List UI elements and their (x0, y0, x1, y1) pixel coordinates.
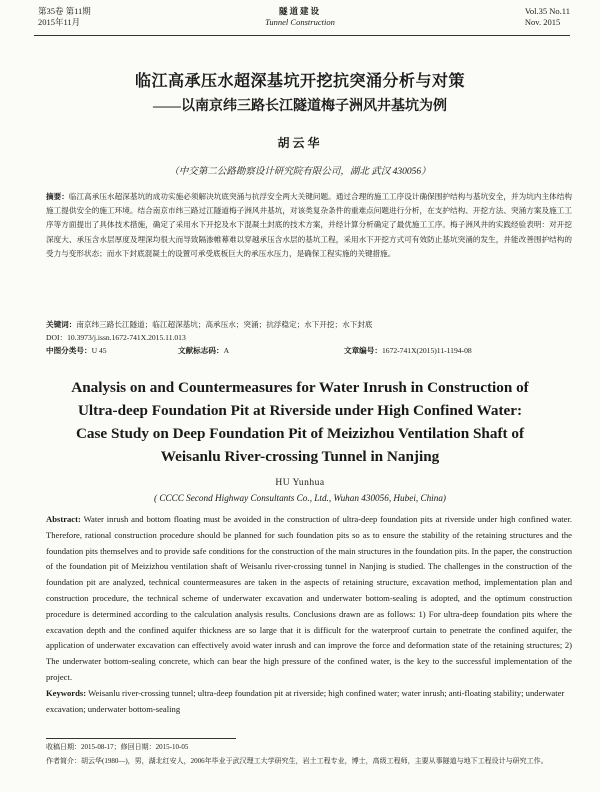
volume-issue-cn: 第35卷 第11期 (38, 6, 91, 16)
header-divider (34, 35, 570, 36)
paper-title-en-line2: Ultra-deep Foundation Pit at Riverside under High Confined Water: (77, 402, 523, 419)
clc-label: 中图分类号： (46, 346, 92, 355)
document-code (178, 345, 229, 357)
keywords-label-cn: 关键词： (46, 320, 77, 329)
affiliation-cn: （中交第二公路勘察设计研究院有限公司，湖北 武汉 430056） (169, 167, 431, 177)
keywords-en (46, 686, 572, 718)
article-number-value: 1672-741X(2015)11-1194-08 (381, 346, 472, 355)
paper-title-en-line4: Weisanlu River-crossing Tunnel in Nanjing (160, 448, 440, 465)
running-header-right (525, 6, 570, 28)
clc-value: U 45 (91, 346, 107, 355)
date-en: Nov. 2015 (524, 17, 561, 27)
running-header-center (0, 6, 600, 28)
abstract-en (46, 512, 572, 686)
doi: DOI：10.3973/j.issn.1672-741X.2015.11.013 (46, 333, 186, 342)
article-number (344, 345, 472, 357)
abstract-label-cn: 摘要： (46, 192, 69, 201)
paper-title-cn: 临江高承压水超深基坑开挖抗突涌分析与对策 (134, 73, 465, 90)
document-code-label: 文献标志码： (178, 346, 224, 355)
abstract-text-en: Water inrush and bottom floating must be avoided in the construction of ultra-deep foundation pits at riverside under high confined water. Therefore, rational construction procedure should be planned for such foundation pits so as to ensure the stability of the retaining structures and the foundation pits themselves and to provide safe conditions for the construction of the main structures in the foundation pits. In the paper, the construction of the foundation pit of Meizizhou ventilation shaft of Weisanlu river-crossing tunnel in Nanjing is studied. The challenges in the construction of the foundation pit are analyzed, technical countermeasures are taken in the aspects of retaining structure, excavation method, implementation plan and construction procedure, the technical scheme of underwater excavation and underwater bottom-sealing is adopted, and the optimum construction procedure is determined according to the calculation analysis results. Conclusions drawn are as follows: 1) For ultra-deep foundation pits where the excavation depth and the confined aquifer thickness are so large that it is difficult for the waterproof curtain to penetrate the confined aquifer, the application of underwater excavation can effectively avoid water inrush and can improve the force and deformation state of the retaining structures; 2) The underwater bottom-sealing concrete, which can bear the high pressure of the confined water, is the key to the successful implementation of the project. (46, 514, 573, 682)
article-number-label: 文章编号： (344, 346, 382, 355)
document-code-value: A (223, 346, 230, 355)
abstract-label-en: Abstract: (46, 514, 81, 524)
keywords-text-cn: 南京纬三路长江隧道；临江超深基坑；高承压水；突涌；抗浮稳定；水下开挖；水下封底 (76, 320, 373, 329)
abstract-text-cn: 临江高承压水超深基坑的成功实施必须解决坑底突涌与抗浮安全两大关键问题。通过合理的施工工序设计确保围护结构与基坑安全，并为坑内主体结构施工提供安全的施工环境。结合南京市纬三路过江隧道梅子洲风井基坑，对该类复杂条件的重难点问题进行分析，在支护结构、开挖方法、突涌方案及施工工序等方面提出了具体技术措施，确定了采用水下开挖及水下混凝土封底的技术方案，并经计算分析确定了最优施工工序。梅子洲风井的实践经验表明：对开挖深度大、承压含水层厚度及埋深均很大而导致隔渗帷幕难以穿越承压含水层的基坑工程，采用水下开挖方式可有效防止基坑突涌的发生，并能改善围护结构的受力与变形状态；而水下封底混凝土的设置可承受底板巨大的承压水压力，是确保工程实施的关键措施。 (46, 192, 572, 258)
abstract-cn (46, 190, 572, 261)
author-name-en: HU Yunhua (275, 478, 325, 488)
paper-title-en-line1: Analysis on and Countermeasures for Water Inrush in Construction of (71, 379, 529, 396)
journal-name-en: Tunnel Construction (265, 17, 335, 27)
keywords-text-en: Weisanlu river-crossing tunnel; ultra-deep foundation pit at riverside; high confined water; water inrush; anti-floating stability; underwater excavation; underwater bottom-sealing (46, 688, 565, 714)
paper-title-en-line3: Case Study on Deep Foundation Pit of Meizizhou Ventilation Shaft of (75, 425, 525, 442)
paper-subtitle-cn: ——以南京纬三路长江隧道梅子洲风井基坑为例 (153, 99, 447, 114)
clc-number (46, 345, 107, 357)
footnote-author-bio: 作者简介：胡云华(1980—)，男，湖北红安人，2006年毕业于武汉理工大学研究生，岩土工程专业，博士，高级工程师，主要从事隧道与地下工程设计与研究工作。 (46, 757, 548, 765)
affiliation-en: ( CCCC Second Highway Consultants Co., Ltd., Wuhan 430056, Hubei, China) (154, 493, 446, 503)
date-cn: 2015年11月 (38, 17, 81, 27)
author-name-cn: 胡云华 (277, 136, 323, 150)
keywords-cn (46, 319, 572, 331)
keywords-label-en: Keywords: (46, 688, 87, 698)
volume-issue-en: Vol.35 No.11 (524, 6, 570, 16)
footnote-divider (46, 738, 236, 739)
footnote-received-date: 收稿日期：2015-08-17；修回日期：2015-10-05 (46, 743, 189, 751)
journal-name-cn: 隧道建设 (278, 6, 321, 16)
